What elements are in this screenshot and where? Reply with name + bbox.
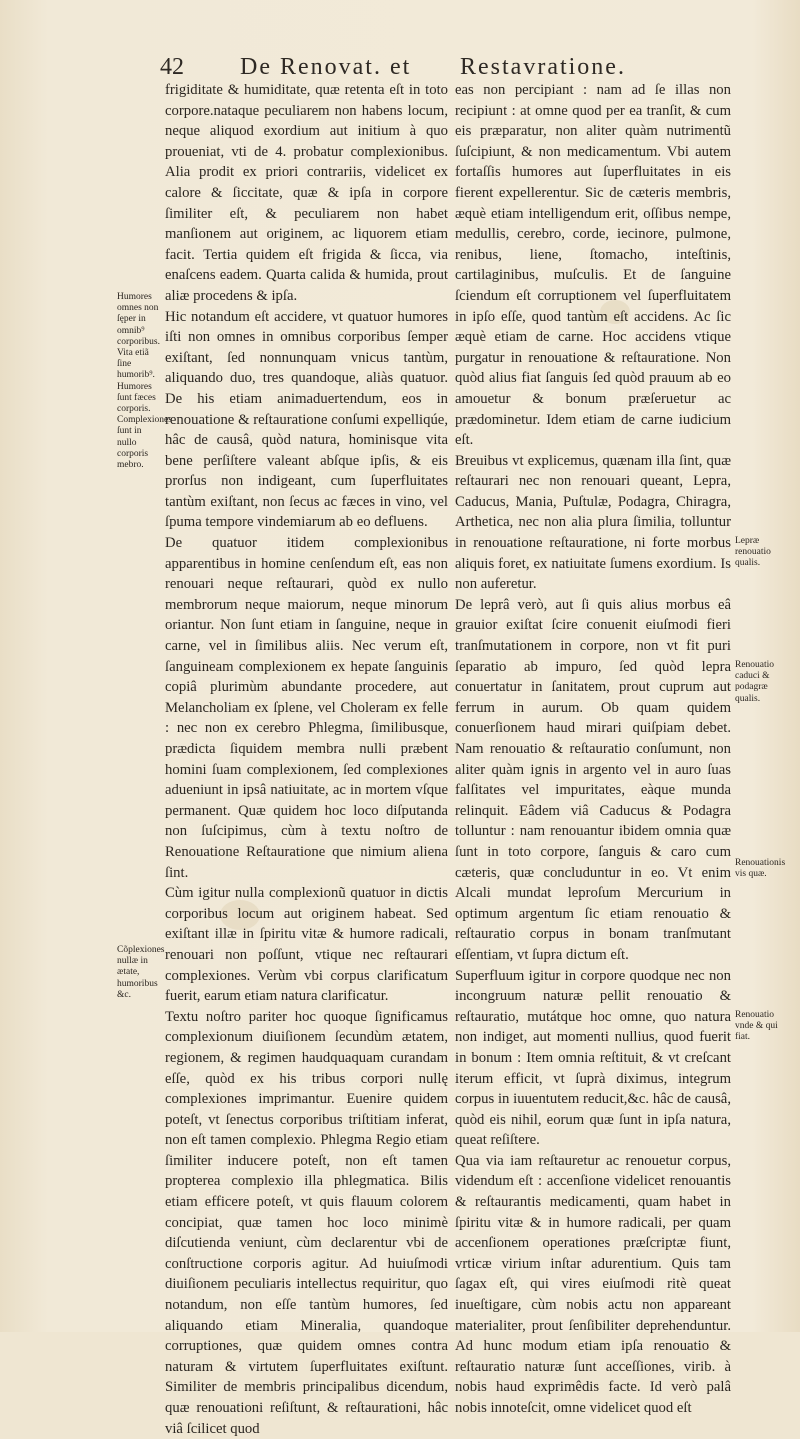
left-column-text: frigiditate & humiditate, quæ retenta eſt in toto corpore.nataque peculiarem non habens locum, neque aliquod exordium aut initium à quo proueniat, vti de 4. probatur complexionibus. Alia prodit ex priori contrariis, videlicet ex calore & ſiccitate, quæ & ipſa in corpore ſimiliter eſt, & peculiarem non habet manſionem aut originem, ac liquorem etiam facit. Tertia quidem eſt frigida & ſicca, via enaſcens eadem. Quarta calida & humida, prout aliæ procedens & ipſa. Hic notandum eſt accidere, vt quatuor humores iſti non omnes in omnibus corporibus ſemper exiſtant, ſed nonnunquam vnicus tantùm, aliquando duo, tres quandoque, aliàs quatuor. De his etiam animaduertendum, eos in renouatione & reſtauratione conſumi expelliqúe, hâc de causâ, quòd natura, hominisque vita bene perſiſtere valeant abſque ipſis, & eis prorſus non indigeant, cum ſuperfluitates tantùm exiſtant, non ſecus ac fæces in vino, vel ſpuma tempore vindemiarum ab eo defluens. De quatuor itidem complexionibus apparentibus in homine cenſendum eſt, eas non renouari neque reſtaurari, quòd ex nullo membrorum neque maiorum, neque minorum oriantur. Non ſunt etiam in ſanguine, neque in carne, vel in ſimilibus aliis. Nec verum eſt, ſanguineam complexionem ex hepate ſanguinis copiâ plurimùm abundante procedere, aut Melancholiam ex ſplene, vel Choleram ex felle : nec non ex cerebro Phlegma, ſimilibusque, prædicta ſiquidem membra nulli præbent homini ſuam complexionem, ſed complexiones adueniunt in ipsâ natiuitate, ac in mortem vſque permanent. Quæ quidem hoc loco diſputanda non ſuſcipimus, cùm à textu noſtro de Renouatione Reſtauratione que nimium aliena ſint. Cùm igitur nulla complexionũ quatuor in dictis corporibus locum aut originem habeat. Sed exiſtant illæ in ſpiritu vitæ & humore radicali, renouari non poſſunt, vtique nec reſtaurari complexiones. Verùm vbi corpus clarificatum fuerit, earum etiam natura clarificatur. Textu noſtro pariter hoc quoque ſignificamus complexionum diuiſionem ſecundùm ætatem, regionem, & regimen haudquaquam curandam eſſe, quòd ex his tribus corpori nullę complexiones imprimantur. Euenire quidem poteſt, vt ſenectus corporibus triſtitiam inferat, non eſt tamen complexio. Phlegma Regio etiam ſimiliter inducere poteſt, non eſt tamen propterea complexio illa phlegmatica. Bilis etiam efficere poteſt, vt quis flauum colorem concipiat, quæ tamen hoc loco minimè diſcutienda veniunt, cùm declarentur vbi de conſtructione corporis agitur. Ad huiuſmodi diuiſionem peculiaris intellectus requiritur, quo notandum, non eſſe tantùm humores, ſed aliquando etiam Mineralia, quandoque corruptiones, quæ quidem omnes contra naturam & virtutem ſuperfluitates exiſtunt. Similiter de membris principalibus dicendum, quæ renouationi reſiſtunt, & reſtaurationi, hâc viâ ſcilicet quod xyxy=(165,82,448,1437)
page-number: 42 xyxy=(160,54,184,80)
running-head-left: De Renovat. et xyxy=(240,54,412,80)
margin-note-humores: Humores omnes non ſęper in omnib⁹ corporibus. Vita etiã ſine humorib⁹. Humores ſunt fæces corporis. Complexiones ſunt in nullo corporis mebro. xyxy=(117,292,172,471)
margin-note-renouatio-vnde: Renouatio vnde & qui fiat. xyxy=(735,1010,778,1043)
margin-note-renouationis: Renouationis vis quæ. xyxy=(735,858,786,880)
right-column-text: eas non percipiant : nam ad ſe illas non recipiunt : at omne quod per ea tranſit, & cum eis præparatur, non aliter quàm nutrimentũ ſuſcipiunt, & non medicamentum. Vbi autem fortaſſis humores aut ſuperfluitates in eis fierent expellerentur. Sic de cæteris membris, æquè etiam intelligendum erit, oſſibus nempe, medullis, cerebro, corde, iecinore, pulmone, renibus, liene, ſtomacho, inteſtinis, cartilaginibus, muſculis. Et de ſanguine ſciendum eſt corruptionem vel ſuperfluitatem in ipſo eſſe, quod tantùm eſt accidens. Ac ſic æquè etiam de carne. Hoc accidens vtique purgatur in renouatione & reſtauratione. Non quòd alius fiat ſanguis ſed quòd prauum ab eo amouetur & bonum præſeruetur ac prædominetur. Idem etiam de carne iudicium eſt. Breuibus vt explicemus, quænam illa ſint, quæ reſtaurari nec non renouari queant, Lepra, Caducus, Mania, Puſtulæ, Podagra, Chiragra, Arthetica, nec non alia plura ſimilia, tolluntur in renouatione reſtauratione, ni forte morbus aliquis foret, ex natiuitate ſumens exordium. Is non auferetur. De leprâ verò, aut ſi quis alius morbus eâ grauior exiſtat ſcire conuenit eiuſmodi fieri tranſmutationem in corpore, non vt fit puri ſeparatio ab impuro, ſed quòd lepra conuertatur in ſanitatem, prout cuprum aut ferrum in aurum. Ob quam quidem conuerſionem haud mirari quiſpiam debet. Nam renouatio & reſtauratio conſumunt, non aliter quàm ignis in argento vel in auro ſuas falſitates vel impuritates, eàque munda relinquit. Eâdem viâ Caducus & Podagra tolluntur : nam renouantur ibidem omnia quæ ſunt in toto corpore, ſanguis & caro cum cæteris, quæ concluduntur in eo. Vt enim Alcali mundat leproſum Mercurium in optimum argentum ſic etiam renouatio & reſtauratio corpus in bonam tranſmutant eſſentiam, vt ſupra dictum eſt. Superfluum igitur in corpore quodque nec non incongruum naturæ pellit renouatio & reſtauratio, mutátque hoc omne, quo natura non indiget, aut momenti nullius, quod fuerit in bonum : Item omnia reſtituit, & vt creſcant iterum efficit, vt ſuprà diximus, integrum corpus in iuuentutem reducit,&c. hâc de causâ, quòd eis nihil, eorum quæ ſunt in ipſa natura, queat reſiſtere. Qua via iam reſtauretur ac renouetur corpus, videndum eſt : accenſione videlicet renouantis & reſtaurantis medicamenti, quam habet in ſpiritu vitæ & in humore radicali, per quam accenſionem operationes præſcriptæ fiunt, vrticæ virium inſtar adurentium. Quis tam ſagax eſt, qui vires eiuſmodi ritè queat inueſtigare, cùm nobis actu non appareant materialiter, prout ſenſibiliter deprehenduntur. Ad hunc modum etiam ipſa renouatio & reſtauratio naturæ ſunt acceſſiones, virib. à nobis haud exprimêdis facte. Id verò palâ nobis innoteſcit, omne videlicet quod eſt xyxy=(455,82,731,1416)
margin-note-complexiones: Cõplexiones nullæ in ætate, humoribus &c. xyxy=(117,945,165,1000)
running-head-right: Restavratione. xyxy=(460,54,626,80)
margin-note-renouatio-caduci: Renouatio caduci & podagræ qualis. xyxy=(735,660,775,704)
margin-note-leprae: Lepræ renouatio qualis. xyxy=(735,536,771,569)
